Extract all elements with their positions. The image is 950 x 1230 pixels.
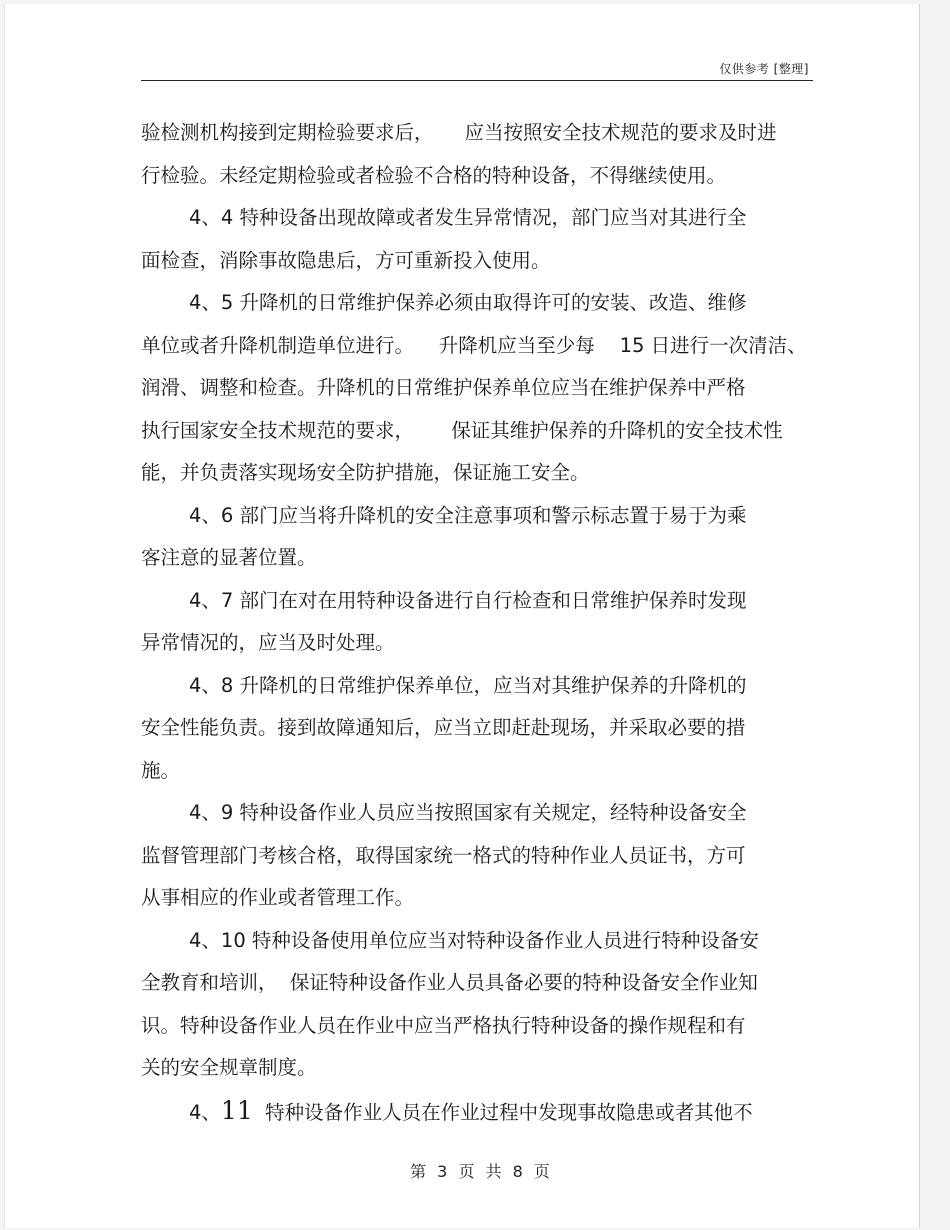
text-line: 验检测机构接到定期检验要求后， 应当按照安全技术规范的要求及时进: [141, 121, 777, 144]
text-line: 能，并负责落实现场安全防护措施，保证施工安全。: [141, 461, 590, 484]
text-line: 4、5 升降机的日常维护保养必须由取得许可的安装、改造、维修: [189, 291, 747, 314]
clause-number: 11: [220, 1095, 253, 1125]
text-line: 全教育和培训， 保证特种设备作业人员具备必要的特种设备安全作业知: [141, 971, 758, 994]
text-line: 识。特种设备作业人员在作业中应当严格执行特种设备的操作规程和有: [141, 1013, 746, 1037]
text-line: 润滑、调整和检查。升降机的日常维护保养单位应当在维护保养中严格: [141, 376, 746, 399]
text-line: 4、9 特种设备作业人员应当按照国家有关规定，经特种设备安全: [189, 801, 747, 824]
text-line: 4、7 部门在对在用特种设备进行自行检查和日常维护保养时发现: [189, 588, 747, 612]
text-line: 施。: [141, 758, 181, 782]
header-note: 仅供参考 [整理]: [719, 62, 809, 76]
text-line: 行检验。未经定期检验或者检验不合格的特种设备，不得继续使用。: [141, 163, 727, 187]
text-line: 异常情况的，应当及时处理。: [141, 631, 395, 654]
text-line: 单位或者升降机制造单位进行。 升降机应当至少每 15 日进行一次清洁、: [141, 333, 807, 357]
clause-text: 特种设备作业人员在作业过程中发现事故隐患或者其他不: [252, 1100, 753, 1124]
text-line: 客注意的显著位置。: [141, 546, 317, 569]
text-line: 4、8 升降机的日常维护保养单位，应当对其维护保养的升降机的: [189, 673, 747, 697]
text-line-last: [141, 1090, 841, 1133]
header-rule: [141, 80, 813, 81]
text-line: 4、10 特种设备使用单位应当对特种设备作业人员进行特种设备安: [189, 928, 759, 952]
text-line: 面检查，消除事故隐患后，方可重新投入使用。: [141, 248, 551, 272]
text-line: 4、6 部门应当将升降机的安全注意事项和警示标志置于易于为乘: [189, 503, 747, 527]
text-line: 监督管理部门考核合格，取得国家统一格式的特种作业人员证书，方可: [141, 843, 746, 867]
text-line: 从事相应的作业或者管理工作。: [141, 886, 415, 909]
document-page: [4, 4, 920, 1228]
clause-prefix: 4、: [189, 1100, 221, 1124]
text-line: 执行国家安全技术规范的要求， 保证其维护保养的升降机的安全技术性: [141, 418, 783, 442]
text-line: 关的安全规章制度。: [141, 1056, 317, 1079]
page-number-footer: 第 3 页 共 8 页: [410, 1162, 550, 1181]
document-body: [141, 112, 841, 1132]
text-line: 安全性能负责。接到故障通知后，应当立即赶赴现场，并采取必要的措: [141, 716, 746, 739]
text-line: 4、4 特种设备出现故障或者发生异常情况，部门应当对其进行全: [189, 206, 747, 229]
